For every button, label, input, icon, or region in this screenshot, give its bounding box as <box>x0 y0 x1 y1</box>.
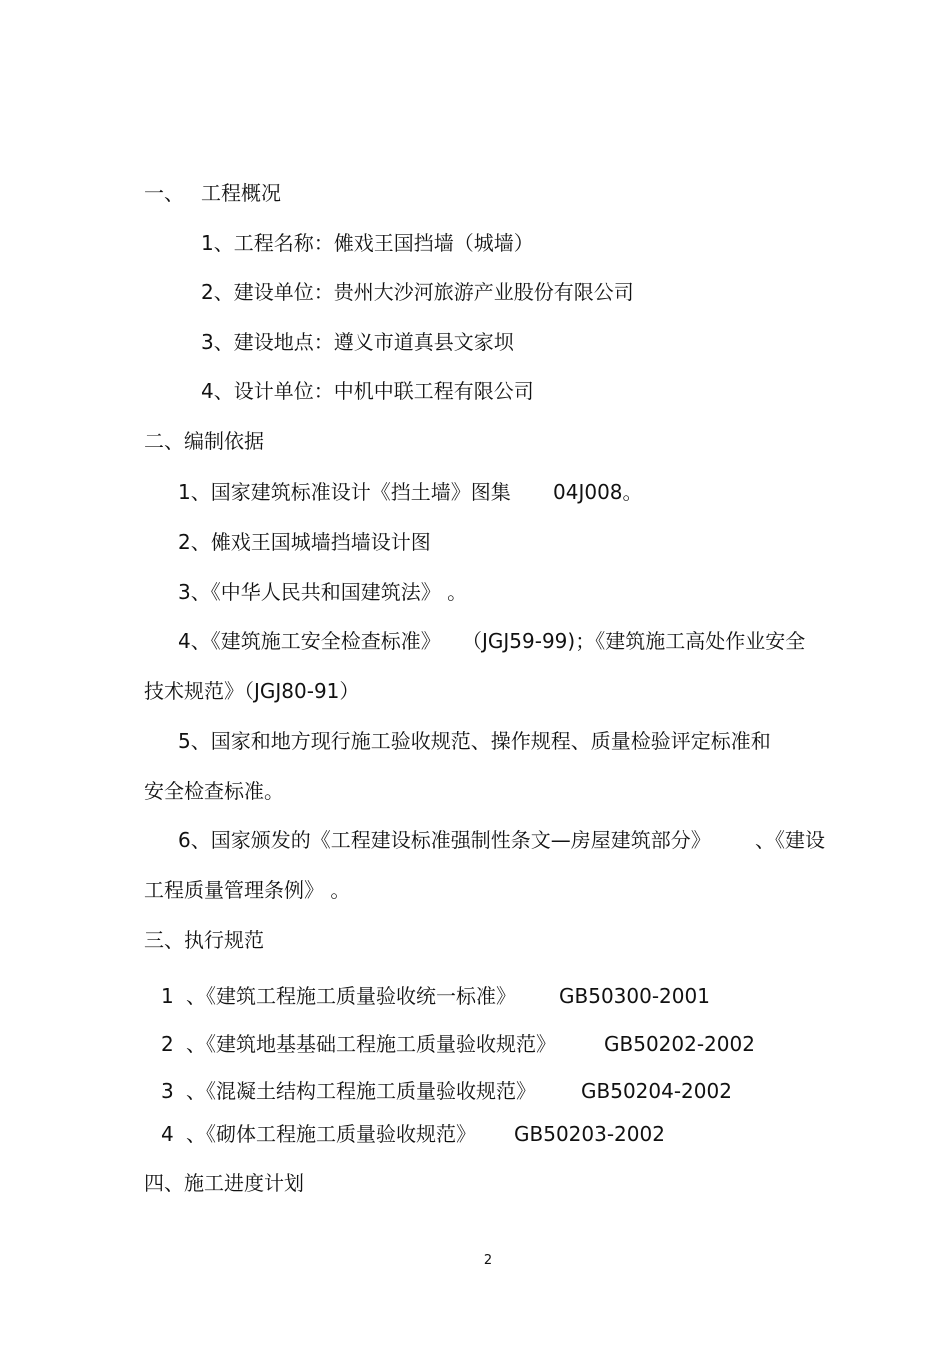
standard-3-number: 3 <box>161 1079 174 1103</box>
basis-item-4-cont: （JGJ59-99)；《建筑施工高处作业安全 <box>462 629 806 653</box>
standard-3-code: GB50204-2002 <box>581 1079 732 1103</box>
basis-item-6-cont: 、《建设 <box>755 828 825 852</box>
standard-1-title: 、《建筑工程施工质量验收统一标准》 <box>186 984 516 1008</box>
standard-1-number: 1 <box>161 984 174 1008</box>
basis-item-2: 2、傩戏王国城墙挡墙设计图 <box>178 530 431 554</box>
section-4-title: 四、施工进度计划 <box>144 1171 304 1195</box>
section-1-item-designer: 4、设计单位：中机中联工程有限公司 <box>201 379 534 403</box>
section-2-title: 二、编制依据 <box>144 429 264 453</box>
basis-item-6-line-2: 工程质量管理条例》 。 <box>144 878 351 902</box>
page-number: 2 <box>483 1253 493 1268</box>
section-1-item-builder: 2、建设单位：贵州大沙河旅游产业股份有限公司 <box>201 280 634 304</box>
basis-item-4-line-2: 技术规范》（JGJ80-91） <box>144 679 360 703</box>
section-1-item-location: 3、建设地点：遵义市道真县文家坝 <box>201 330 514 354</box>
standard-2-code: GB50202-2002 <box>604 1032 755 1056</box>
basis-item-1-code: 04J008。 <box>553 480 643 504</box>
section-1-item-project-name: 1、工程名称：傩戏王国挡墙（城墙） <box>201 231 534 255</box>
basis-item-4: 4、《建筑施工安全检查标准》 <box>178 629 441 653</box>
standard-1-code: GB50300-2001 <box>559 984 710 1008</box>
section-3-title: 三、执行规范 <box>144 928 264 952</box>
standard-4-number: 4 <box>161 1122 174 1146</box>
standard-2-number: 2 <box>161 1032 174 1056</box>
basis-item-3: 3、《中华人民共和国建筑法》 。 <box>178 580 468 604</box>
standard-2-title: 、《建筑地基基础工程施工质量验收规范》 <box>186 1032 556 1056</box>
basis-item-5: 5、国家和地方现行施工验收规范、操作规程、质量检验评定标准和 <box>178 729 771 753</box>
standard-3-title: 、《混凝土结构工程施工质量验收规范》 <box>186 1079 536 1103</box>
standard-4-code: GB50203-2002 <box>514 1122 665 1146</box>
basis-item-5-line-2: 安全检查标准。 <box>144 779 284 803</box>
section-1-title: 工程概况 <box>201 181 281 205</box>
basis-item-1: 1、国家建筑标准设计《挡土墙》图集 <box>178 480 511 504</box>
section-1-number: 一、 <box>144 181 184 205</box>
basis-item-6: 6、国家颁发的《工程建设标准强制性条文—房屋建筑部分》 <box>178 828 711 852</box>
standard-4-title: 、《砌体工程施工质量验收规范》 <box>186 1122 476 1146</box>
